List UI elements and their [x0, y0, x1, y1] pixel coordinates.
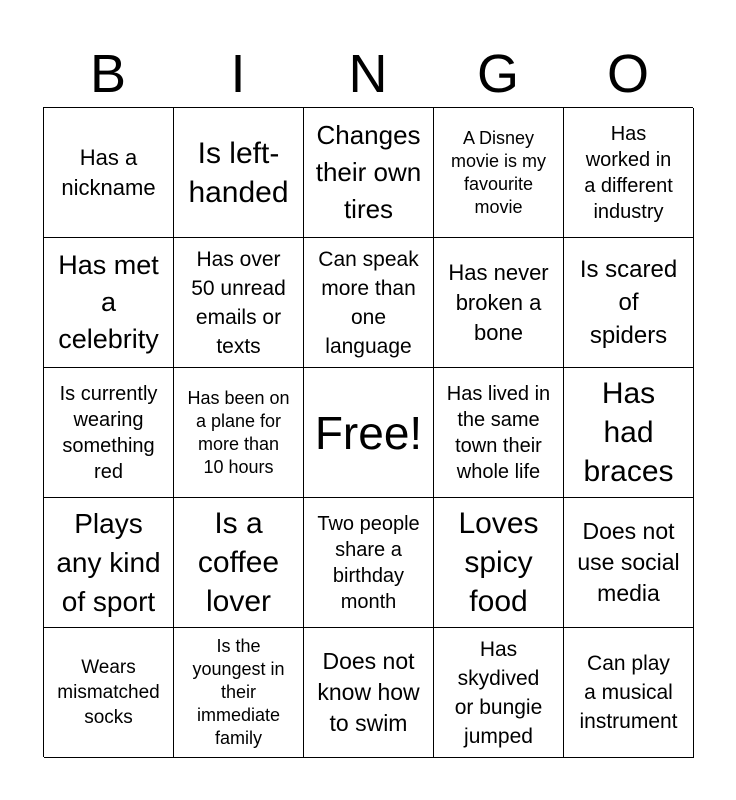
- header-letter-n: N: [348, 44, 388, 104]
- cell-text: Can play a musical instrument: [579, 652, 678, 733]
- cell-text: Is left- handed: [188, 136, 289, 209]
- bingo-header: [43, 44, 693, 104]
- bingo-cell[interactable]: [434, 628, 564, 758]
- free-space[interactable]: [304, 368, 434, 498]
- bingo-cell[interactable]: [434, 498, 564, 628]
- cell-text: Has over 50 unread emails or texts: [191, 247, 286, 358]
- cell-text: Loves spicy food: [458, 507, 539, 618]
- cell-text: Is the youngest in their immediate family: [192, 636, 285, 748]
- bingo-cell[interactable]: [304, 498, 434, 628]
- bingo-cell[interactable]: [174, 238, 304, 368]
- bingo-cell[interactable]: [304, 628, 434, 758]
- bingo-cell[interactable]: [44, 108, 174, 238]
- free-space-text: Free!: [314, 406, 423, 459]
- header-letter-o: O: [606, 44, 649, 104]
- bingo-cell[interactable]: [564, 498, 694, 628]
- cell-text: Two people share a birthday month: [317, 512, 420, 613]
- cell-text: Is a coffee lover: [197, 507, 280, 618]
- bingo-cell[interactable]: [174, 498, 304, 628]
- bingo-cell[interactable]: [174, 368, 304, 498]
- cell-text: Has had braces: [583, 377, 674, 488]
- bingo-cell[interactable]: [44, 238, 174, 368]
- bingo-cell[interactable]: [304, 238, 434, 368]
- cell-text: Changes their own tires: [315, 120, 422, 224]
- bingo-cell[interactable]: [564, 368, 694, 498]
- cell-text: Does not use social media: [577, 518, 680, 606]
- header-letter-i: I: [230, 44, 246, 104]
- cell-text: Has skydived or bungie jumped: [454, 637, 543, 748]
- header-letter-g: G: [476, 44, 519, 104]
- cell-text: Is scared of spiders: [579, 256, 678, 349]
- header-letter-b: B: [89, 44, 127, 104]
- cell-text: Has a nickname: [61, 144, 156, 200]
- bingo-cell[interactable]: [174, 108, 304, 238]
- bingo-cell[interactable]: [434, 108, 564, 238]
- bingo-cell[interactable]: [44, 368, 174, 498]
- bingo-cell[interactable]: [304, 108, 434, 238]
- bingo-cell[interactable]: [44, 628, 174, 758]
- bingo-cell[interactable]: [434, 368, 564, 498]
- cell-text: Has never broken a bone: [448, 259, 549, 345]
- bingo-cell[interactable]: [564, 108, 694, 238]
- bingo-cell[interactable]: [174, 628, 304, 758]
- cell-text: Has met a celebrity: [58, 250, 159, 354]
- cell-text: Can speak more than one language: [318, 247, 419, 358]
- cell-text: Has been on a plane for more than 10 hours: [187, 387, 290, 477]
- bingo-card-grid: [43, 107, 693, 757]
- cell-text: Does not know how to swim: [317, 648, 420, 736]
- cell-text: Is currently wearing something red: [59, 382, 158, 483]
- bingo-cell[interactable]: [434, 238, 564, 368]
- cell-text: Wears mismatched socks: [57, 657, 160, 728]
- cell-text: Plays any kind of sport: [56, 508, 161, 617]
- bingo-cell[interactable]: [564, 238, 694, 368]
- bingo-cell[interactable]: [564, 628, 694, 758]
- cell-text: Has worked in a different industry: [584, 122, 673, 223]
- cell-text: A Disney movie is my favourite movie: [450, 127, 546, 217]
- bingo-cell[interactable]: [44, 498, 174, 628]
- cell-text: Has lived in the same town their whole life: [446, 382, 551, 483]
